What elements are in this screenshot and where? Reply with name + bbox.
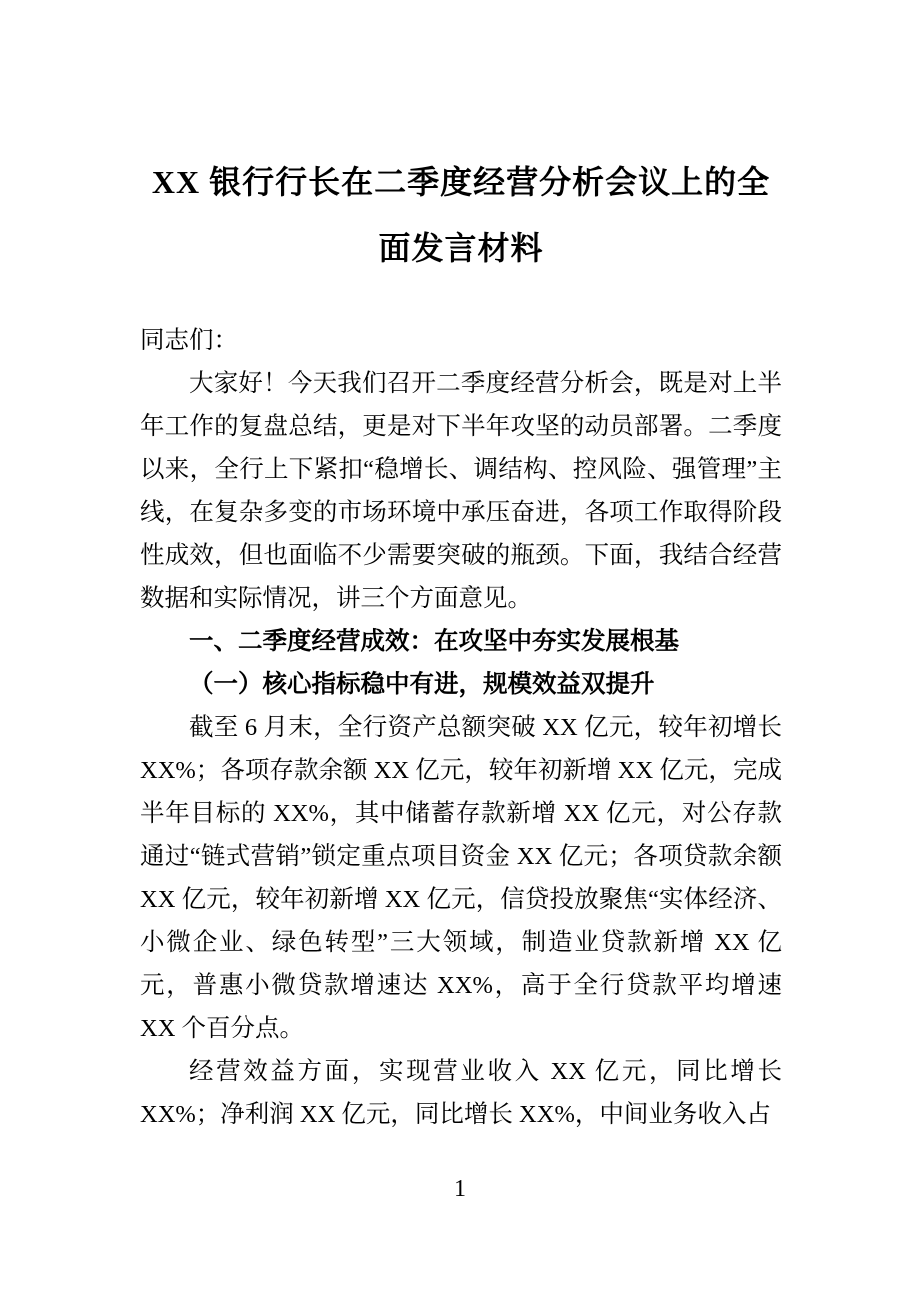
subsection-heading: （一）核心指标稳中有进，规模效益双提升: [189, 671, 655, 698]
document-title-line-2: 面发言材料: [378, 230, 544, 266]
body-paragraph: 截至 6 月末，全行资产总额突破 XX 亿元，较年初增长 XX%；各项存款余额 XX 亿元，较年初新增 XX 亿元，完成半年目标的 XX%，其中储蓄存款新增 XX 亿元，对公存款通过“链式营销”锁定重点项目资金 XX 亿元；各项贷款余额 XX 亿元，较年初新增 XX 亿元，信贷投放聚焦“实体经济、小微企业、绿色转型”三大领域，制造业贷款新增 XX 亿元，普惠小微贷款增速达 XX%，高于全行贷款平均增速 XX 个百分点。: [140, 714, 782, 1042]
document-title: [140, 149, 782, 281]
document-content: [140, 149, 782, 1136]
page-number: 1: [454, 1176, 466, 1202]
section-heading: 一、二季度经营成效：在攻坚中夯实发展根基: [189, 628, 679, 655]
paragraphs: [140, 319, 782, 1136]
salutation: 同志们：: [140, 327, 238, 354]
body-paragraph: 经营效益方面，实现营业收入 XX 亿元，同比增长 XX%；净利润 XX 亿元，同比增长 XX%，中间业务收入占: [140, 1058, 782, 1128]
body-paragraph: 大家好！今天我们召开二季度经营分析会，既是对上半年工作的复盘总结，更是对下半年攻坚的动员部署。二季度以来，全行上下紧扣“稳增长、调结构、控风险、强管理”主线，在复杂多变的市场环境中承压奋进，各项工作取得阶段性成效，但也面临不少需要突破的瓶颈。下面，我结合经营数据和实际情况，讲三个方面意见。: [140, 370, 782, 612]
document-title-line-1: XX 银行行长在二季度经营分析会议上的全: [151, 164, 771, 200]
